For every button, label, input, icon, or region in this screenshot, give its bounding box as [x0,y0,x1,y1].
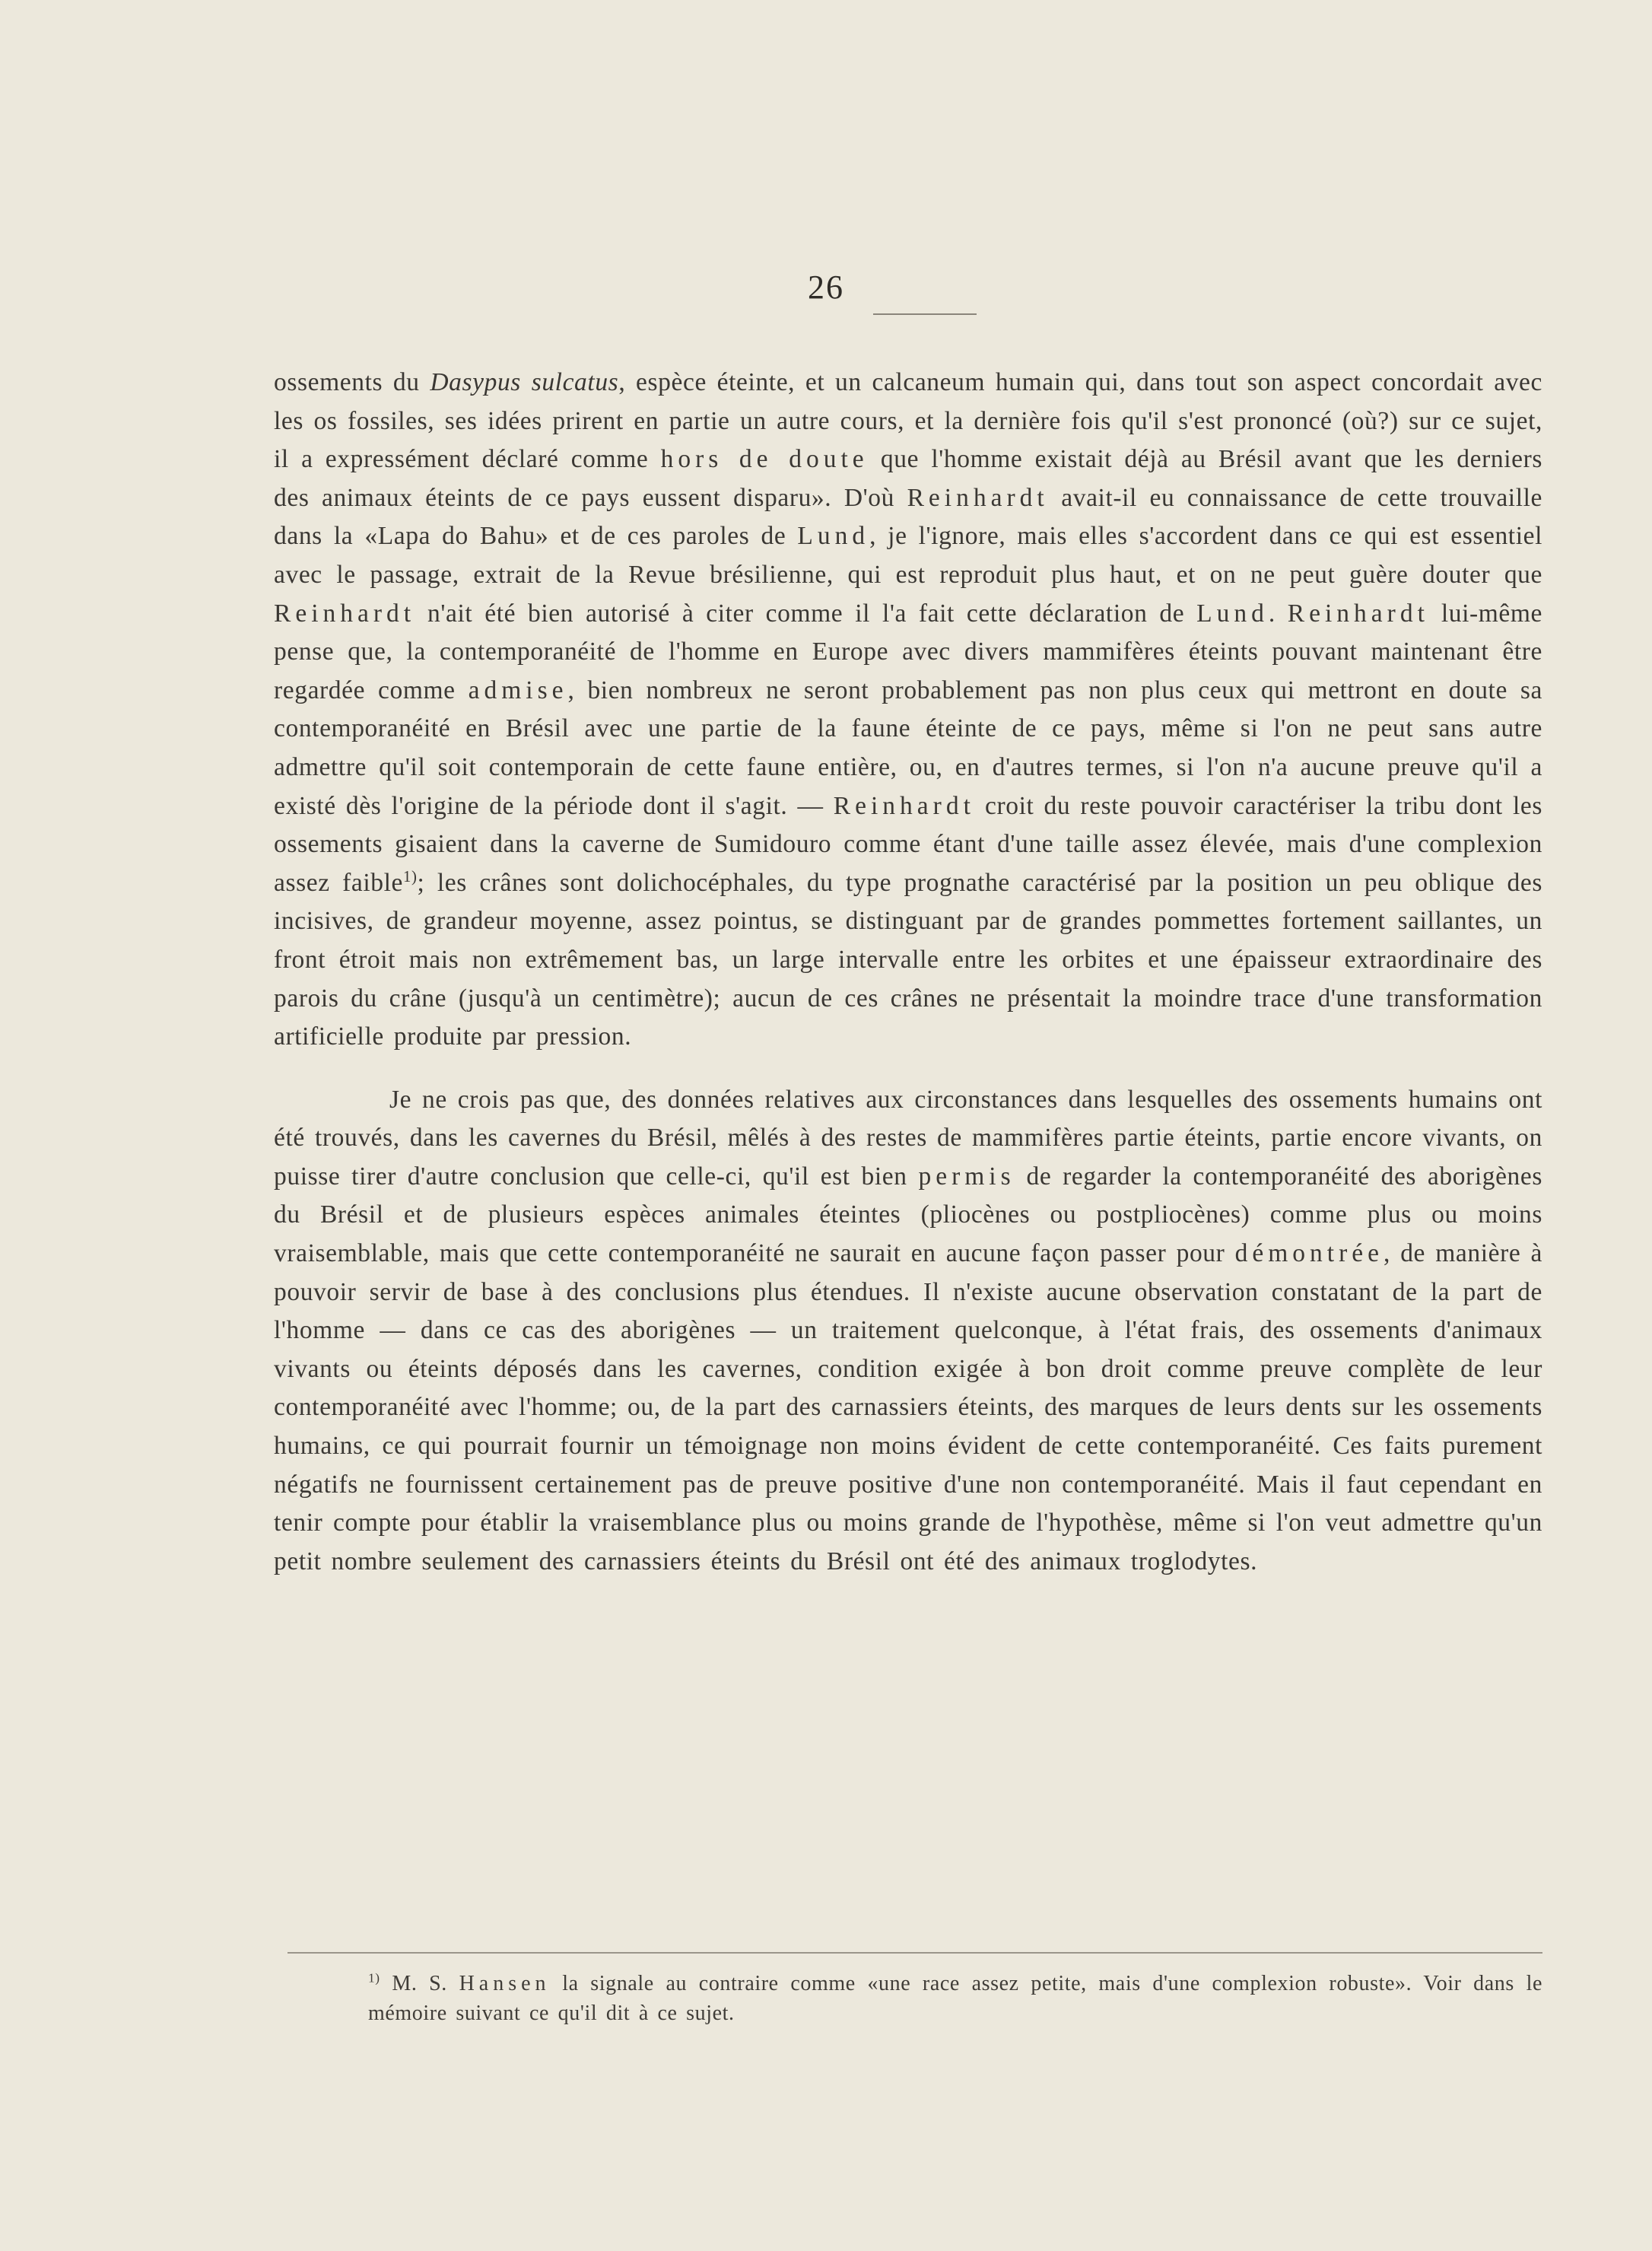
text-run: , espèce éteinte, et un calcaneum humain qui, dans tout son aspect concordait avec les os fossiles, ses idées prirent en partie un autre cours, et la dernière fois qu'il s'est prononcé (où?) sur ce sujet, il a expressément déclaré comme [274,368,1542,474]
text-run: , de manière à pouvoir servir de base à des conclusions plus étendues. Il n'existe aucune observation constatant de la part de l'homme — dans ce cas des aborigènes — un traitement quelconque, à l'état frais, des ossements d'animaux vivants ou éteints déposés dans les cavernes, condition exigée à bon droit comme preuve complète de leur contemporanéité avec l'homme; ou, de la part des carnassiers éteints, des marques de leurs dents sur les ossements humains, ce qui pourrait fournir un témoignage non moins évident de cette contemporanéité. Ces faits purement négatifs ne fournissent certainement pas de preuve positive d'une non contemporanéité. Mais il faut cependant en tenir compte pour établir la vraisemblance plus ou moins grande de l'hypothèse, même si l'on veut admettre qu'un petit nombre seulement des carnassiers éteints du Brésil ont été des animaux troglodytes. [274,1239,1542,1575]
header-rule [873,313,977,315]
text-run: de regarder la contemporanéité des aborigènes du Brésil et de plusieurs espèces animales éteintes (pliocènes ou postpliocènes) comme plus ou moins vraisemblable, mais que cette contemporanéité ne saurait en aucune façon passer pour [274,1162,1542,1268]
text-run: ossements du [274,368,430,396]
text-run: . [1268,599,1288,628]
spaced-emphasis: Lund [1196,599,1269,628]
text-run: , je l'ignore, mais elles s'accordent dans ce qui est essentiel avec le passage, extrait de la Revue brésilienne, qui est reproduit plus haut, et on ne peut guère douter que [274,522,1543,589]
spaced-emphasis: hors de doute [660,445,869,474]
footnote-text [368,1969,1542,2028]
text-run: , bien nombreux ne seront probablement pas non plus ceux qui mettront en doute sa contemporanéité en Brésil avec une partie de la faune éteinte de ce pays, même si l'on ne peut sans autre admettre qu'il soit contemporain de cette faune entière, ou, en d'autres termes, si l'on n'a aucune preuve qu'il a existé dès l'origine de la période dont il s'agit. — [274,676,1543,820]
spaced-emphasis: démontrée [1234,1239,1384,1268]
spaced-emphasis: Lund [797,522,870,551]
spaced-emphasis: Reinhardt [1287,599,1429,628]
spaced-emphasis: permis [918,1162,1015,1191]
text-run: lui-même pense que, la contemporanéité de l'homme en Europe avec divers mammifères éteints pouvant maintenant être regardée comme [274,599,1542,704]
spaced-emphasis: Reinhardt [833,791,975,820]
italic-text: Dasypus sulcatus [430,368,619,396]
text-run: avait-il eu connaissance de cette trouvaille dans la «Lapa do Bahu» et de ces paroles de [274,483,1542,551]
footnote [368,1969,1542,2028]
spaced-emphasis: Reinhardt [274,599,416,628]
text-run: que l'homme existait déjà au Brésil avant que les derniers des animaux éteints de ce pays eussent disparu». D'où [274,445,1542,512]
spaced-emphasis: Hansen [459,1972,551,1995]
text-run: ; les crânes sont dolichocéphales, du type prognathe caractérisé par la position un peu oblique des incisives, de grandeur moyenne, assez pointus, se distinguant par de grandes pommettes fortement saillantes, un front étroit mais non extrêmement bas, un large intervalle entre les orbites et une épaisseur extraordinaire des parois du crâne (jusqu'à un centimètre); aucun de ces crânes ne présentait la moindre trace d'une transformation artificielle produite par pression. [274,868,1543,1051]
footnote-rule [288,1952,1542,1954]
spaced-emphasis: admise [468,676,568,704]
footnote-marker: 1) [403,867,418,885]
paragraph-2 [274,1081,1542,1582]
text-run: la signale au contraire comme «une race assez petite, mais d'une complexion robuste». Voir dans le mémoire suivant ce qu'il dit à ce sujet. [368,1972,1542,2025]
footnote-marker: 1) [368,1970,380,1986]
page-number: 26 [808,269,844,306]
body-text [274,364,1542,1581]
text-run: croit du reste pouvoir caractériser la tribu dont les ossements gisaient dans la caverne de Sumidouro comme étant d'une taille assez élevée, mais d'une complexion assez faible [274,791,1542,897]
text-run: n'ait été bien autorisé à citer comme il l'a fait cette déclaration de [415,599,1197,628]
paragraph-1 [274,364,1542,1057]
spaced-emphasis: Reinhardt [907,483,1049,512]
text-run: M. S. [380,1972,459,1995]
text-run: Je ne crois pas que, des données relatives aux circonstances dans lesquelles des ossements humains ont été trouvés, dans les cavernes du Brésil, mêlés à des restes de mammifères partie éteints, partie encore vivants, on puisse tirer d'autre conclusion que celle-ci, qu'il est bien [274,1085,1542,1191]
